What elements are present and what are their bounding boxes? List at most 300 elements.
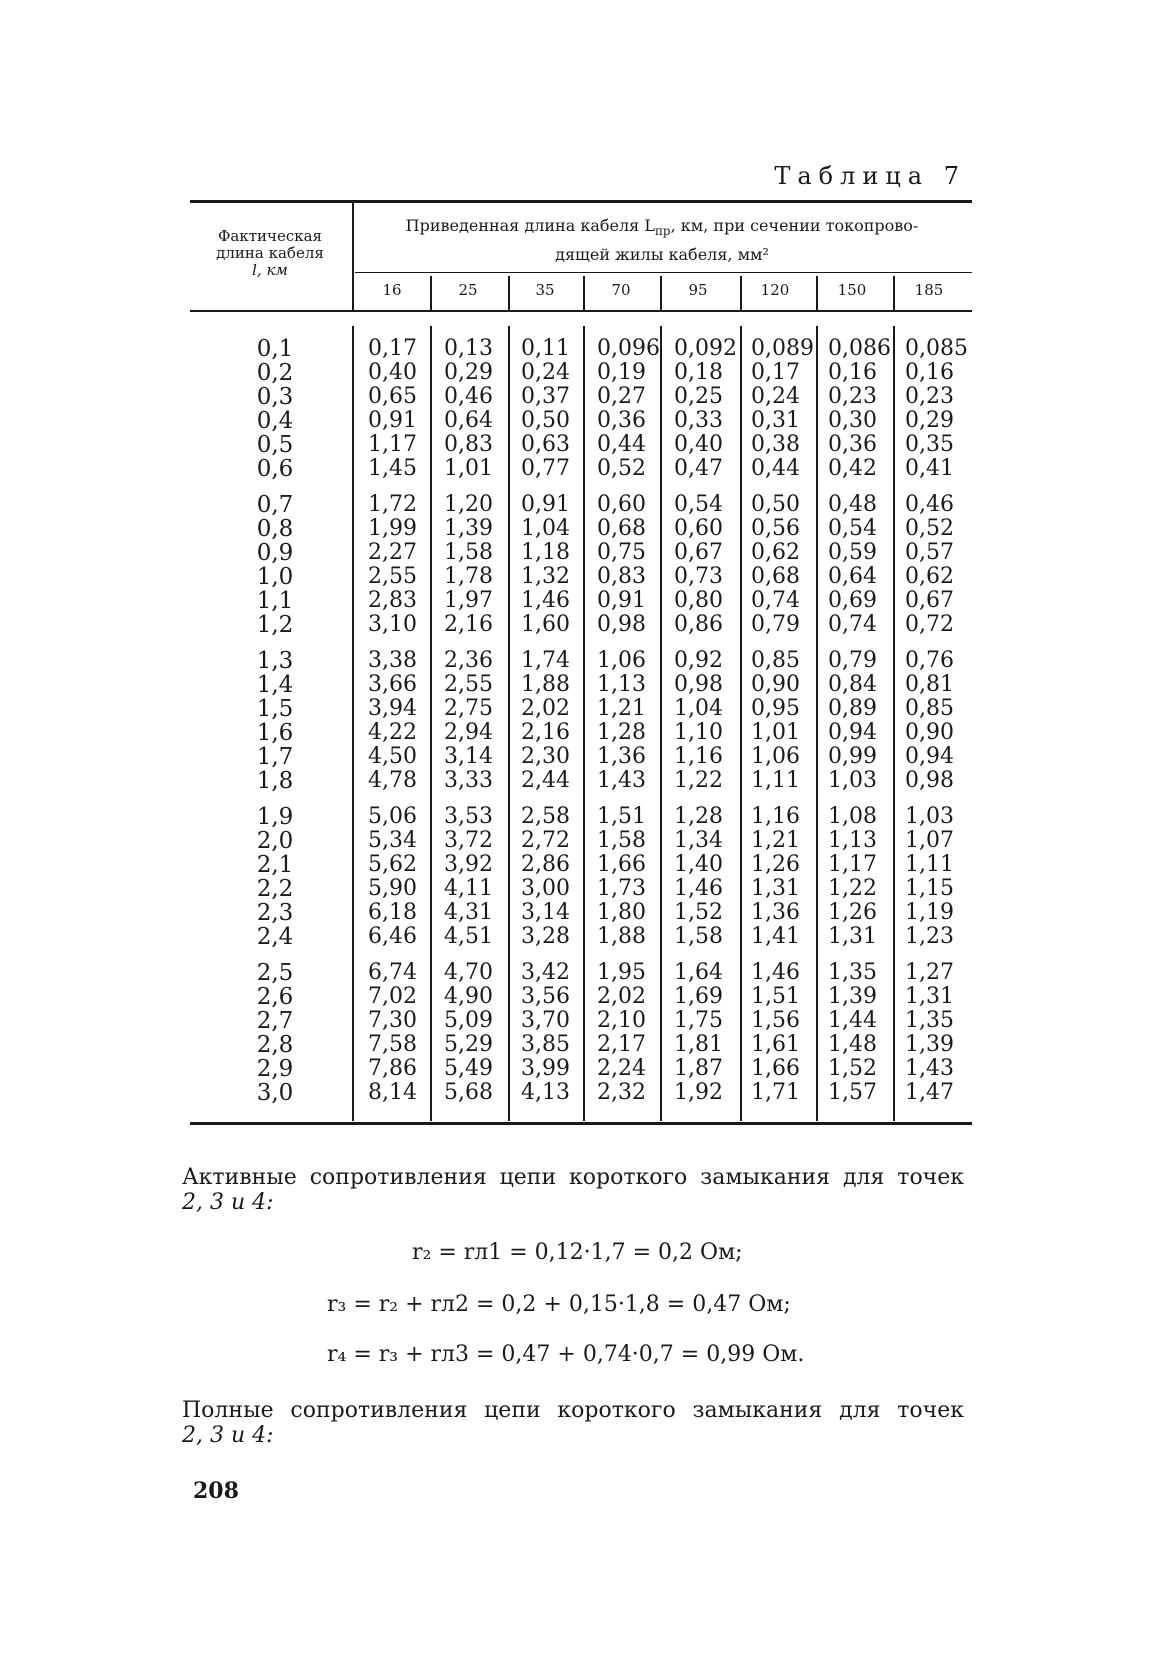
table-cell: 1,15: [905, 876, 954, 901]
table-cell: 5,90: [368, 876, 417, 901]
row-length-cell: 2,0: [256, 828, 294, 854]
table-cell: 0,91: [521, 492, 570, 517]
table-cell: 2,86: [521, 852, 570, 877]
table-cell: 0,83: [597, 564, 646, 589]
table-cell: 2,58: [521, 804, 570, 829]
table-cell: 0,73: [674, 564, 723, 589]
table-cell: 0,57: [905, 540, 954, 565]
paragraph-full-line1: Полные сопротивления цепи короткого замыкания для точек: [182, 1398, 964, 1423]
table-cell: 3,56: [521, 984, 570, 1009]
column-divider: [430, 326, 432, 1121]
table-cell: 1,75: [674, 1008, 723, 1033]
row-length-cell: 0,2: [256, 360, 294, 386]
table-cell: 0,94: [905, 744, 954, 769]
row-length-cell: 1,8: [256, 768, 294, 794]
table-cell: 3,00: [521, 876, 570, 901]
header-main-divider: [352, 203, 354, 310]
table-cell: 1,95: [597, 960, 646, 985]
table-cell: 1,16: [751, 804, 800, 829]
table-cell: 0,47: [674, 456, 723, 481]
row-length-cell: 1,3: [256, 648, 294, 674]
table-cell: 1,04: [521, 516, 570, 541]
table-cell: 0,60: [674, 516, 723, 541]
table-cell: 5,34: [368, 828, 417, 853]
table-cell: 2,30: [521, 744, 570, 769]
table-cell: 0,52: [905, 516, 954, 541]
section-header-divider: [660, 276, 662, 310]
table-cell: 1,39: [905, 1032, 954, 1057]
table-cell: 4,51: [444, 924, 493, 949]
table-cell: 1,51: [597, 804, 646, 829]
table-cell: 1,26: [751, 852, 800, 877]
section-header-divider: [430, 276, 432, 310]
column-divider: [583, 326, 585, 1121]
table-cell: 1,78: [444, 564, 493, 589]
table-cell: 1,36: [751, 900, 800, 925]
table-cell: 0,096: [597, 336, 660, 361]
section-header-divider: [816, 276, 818, 310]
table-cell: 0,89: [828, 696, 877, 721]
table-cell: 1,31: [905, 984, 954, 1009]
table-cell: 0,94: [828, 720, 877, 745]
table-cell: 1,17: [828, 852, 877, 877]
table-cell: 0,67: [905, 588, 954, 613]
table-cell: 3,72: [444, 828, 493, 853]
table-cell: 1,19: [905, 900, 954, 925]
table-cell: 1,21: [597, 696, 646, 721]
table-cell: 0,68: [597, 516, 646, 541]
table-cell: 4,70: [444, 960, 493, 985]
table-cell: 1,66: [751, 1056, 800, 1081]
table-cell: 1,45: [368, 456, 417, 481]
section-header: 185: [914, 281, 944, 299]
table-cell: 1,52: [828, 1056, 877, 1081]
section-header: 70: [611, 281, 631, 299]
column-divider: [740, 326, 742, 1121]
table-cell: 1,11: [751, 768, 800, 793]
table-cell: 2,24: [597, 1056, 646, 1081]
section-header: 95: [688, 281, 708, 299]
table-cell: 0,92: [674, 648, 723, 673]
table-cell: 0,62: [751, 540, 800, 565]
table-cell: 1,97: [444, 588, 493, 613]
table-cell: 2,36: [444, 648, 493, 673]
table-cell: 1,87: [674, 1056, 723, 1081]
row-length-cell: 2,1: [256, 852, 294, 878]
table-cell: 2,55: [368, 564, 417, 589]
table-cell: 1,22: [828, 876, 877, 901]
table-cell: 0,76: [905, 648, 954, 673]
table-cell: 1,01: [444, 456, 493, 481]
table-cell: 0,90: [905, 720, 954, 745]
column-divider: [660, 326, 662, 1121]
row-length-cell: 2,5: [256, 960, 294, 986]
table-cell: 1,73: [597, 876, 646, 901]
section-header: 25: [458, 281, 478, 299]
header-subdivider: [355, 272, 972, 273]
table-cell: 1,81: [674, 1032, 723, 1057]
table-cell: 3,38: [368, 648, 417, 673]
table-cell: 4,78: [368, 768, 417, 793]
table-cell: 1,88: [597, 924, 646, 949]
table-cell: 2,16: [521, 720, 570, 745]
table-cell: 1,10: [674, 720, 723, 745]
table-cell: 0,36: [828, 432, 877, 457]
table-cell: 2,94: [444, 720, 493, 745]
paragraph-full-line2: 2, 3 и 4:: [182, 1423, 274, 1448]
section-header: 16: [382, 281, 402, 299]
table-cell: 0,52: [597, 456, 646, 481]
table-cell: 1,06: [597, 648, 646, 673]
table-cell: 1,44: [828, 1008, 877, 1033]
table-cell: 0,56: [751, 516, 800, 541]
paragraph-active-line1: Активные сопротивления цепи короткого замыкания для точек: [182, 1165, 964, 1190]
table-cell: 1,39: [444, 516, 493, 541]
row-length-cell: 1,6: [256, 720, 294, 746]
table-cell: 0,54: [674, 492, 723, 517]
table-cell: 1,47: [905, 1080, 954, 1105]
section-header: 35: [535, 281, 555, 299]
table-cell: 0,65: [368, 384, 417, 409]
paragraph-active-line2: 2, 3 и 4:: [182, 1190, 274, 1215]
table-cell: 1,61: [751, 1032, 800, 1057]
table-cell: 0,40: [368, 360, 417, 385]
table-cell: 1,43: [597, 768, 646, 793]
table-cell: 0,74: [828, 612, 877, 637]
row-length-cell: 3,0: [256, 1080, 294, 1106]
table-cell: 3,14: [521, 900, 570, 925]
table-cell: 0,83: [444, 432, 493, 457]
table-cell: 0,98: [674, 672, 723, 697]
table-cell: 3,42: [521, 960, 570, 985]
table-cell: 2,17: [597, 1032, 646, 1057]
table-cell: 1,80: [597, 900, 646, 925]
table-cell: 0,23: [905, 384, 954, 409]
table-cell: 4,31: [444, 900, 493, 925]
table-cell: 0,42: [828, 456, 877, 481]
table-cell: 3,53: [444, 804, 493, 829]
table-cell: 1,56: [751, 1008, 800, 1033]
table-cell: 1,58: [597, 828, 646, 853]
table-cell: 0,24: [751, 384, 800, 409]
table-cell: 1,58: [444, 540, 493, 565]
table-cell: 0,30: [828, 408, 877, 433]
table-cell: 0,79: [828, 648, 877, 673]
table-cell: 1,60: [521, 612, 570, 637]
row-length-cell: 1,2: [256, 612, 294, 638]
table-cell: 0,46: [444, 384, 493, 409]
table-cell: 1,16: [674, 744, 723, 769]
table-cell: 1,31: [751, 876, 800, 901]
table-cell: 0,91: [368, 408, 417, 433]
table-cell: 1,69: [674, 984, 723, 1009]
table-cell: 1,32: [521, 564, 570, 589]
table-cell: 1,23: [905, 924, 954, 949]
table-cell: 0,64: [828, 564, 877, 589]
table-cell: 0,80: [674, 588, 723, 613]
table-cell: 0,90: [751, 672, 800, 697]
table-cell: 1,88: [521, 672, 570, 697]
table-cell: 2,44: [521, 768, 570, 793]
table-cell: 4,50: [368, 744, 417, 769]
row-length-cell: 2,4: [256, 924, 294, 950]
table-cell: 0,27: [597, 384, 646, 409]
table-cell: 8,14: [368, 1080, 417, 1105]
table-cell: 0,089: [751, 336, 814, 361]
table-cell: 1,18: [521, 540, 570, 565]
row-length-cell: 0,7: [256, 492, 294, 518]
row-length-cell: 2,6: [256, 984, 294, 1010]
section-header-divider: [583, 276, 585, 310]
table-cell: 1,66: [597, 852, 646, 877]
table-cell: 0,85: [751, 648, 800, 673]
table-cell: 0,17: [368, 336, 417, 361]
formula-r4: r₄ = r₃ + rл3 = 0,47 + 0,74·0,7 = 0,99 Ом.: [327, 1342, 805, 1367]
table-cell: 1,22: [674, 768, 723, 793]
table-cell: 1,57: [828, 1080, 877, 1105]
column-divider: [893, 326, 895, 1121]
row-length-cell: 1,1: [256, 588, 294, 614]
row-length-cell: 0,3: [256, 384, 294, 410]
table-cell: 0,41: [905, 456, 954, 481]
table-cell: 0,40: [674, 432, 723, 457]
table-cell: 2,72: [521, 828, 570, 853]
table-cell: 2,02: [521, 696, 570, 721]
table-cell: 0,29: [905, 408, 954, 433]
table-bottom-rule: [190, 1122, 972, 1125]
table-cell: 0,72: [905, 612, 954, 637]
table-cell: 7,58: [368, 1032, 417, 1057]
table-cell: 1,72: [368, 492, 417, 517]
table-cell: 4,11: [444, 876, 493, 901]
table-header-rule: [190, 310, 972, 312]
row-length-cell: 0,8: [256, 516, 294, 542]
table-cell: 3,99: [521, 1056, 570, 1081]
formula-r3: r₃ = r₂ + rл2 = 0,2 + 0,15·1,8 = 0,47 Ом;: [327, 1292, 791, 1317]
table-cell: 1,46: [751, 960, 800, 985]
table-cell: 1,13: [828, 828, 877, 853]
table-cell: 1,51: [751, 984, 800, 1009]
table-cell: 0,35: [905, 432, 954, 457]
table-cell: 1,06: [751, 744, 800, 769]
table-cell: 5,09: [444, 1008, 493, 1033]
row-length-cell: 1,7: [256, 744, 294, 770]
table-cell: 0,75: [597, 540, 646, 565]
row-length-cell: 2,2: [256, 876, 294, 902]
row-length-cell: 0,5: [256, 432, 294, 458]
table-cell: 1,39: [828, 984, 877, 1009]
table-cell: 1,43: [905, 1056, 954, 1081]
header-first-column: [195, 228, 345, 279]
table-cell: 1,74: [521, 648, 570, 673]
table-cell: 0,31: [751, 408, 800, 433]
table-cell: 3,14: [444, 744, 493, 769]
table-cell: 2,75: [444, 696, 493, 721]
table-cell: 1,46: [674, 876, 723, 901]
table-cell: 0,95: [751, 696, 800, 721]
table-cell: 1,92: [674, 1080, 723, 1105]
table-cell: 0,33: [674, 408, 723, 433]
table-cell: 3,28: [521, 924, 570, 949]
table-cell: 1,28: [597, 720, 646, 745]
table-cell: 0,54: [828, 516, 877, 541]
table-caption: Таблица 7: [774, 162, 966, 190]
column-divider: [508, 326, 510, 1121]
row-length-cell: 0,6: [256, 456, 294, 482]
table-cell: 4,13: [521, 1080, 570, 1105]
table-cell: 3,10: [368, 612, 417, 637]
table-cell: 0,60: [597, 492, 646, 517]
table-cell: 5,68: [444, 1080, 493, 1105]
table-cell: 2,32: [597, 1080, 646, 1105]
table-cell: 0,64: [444, 408, 493, 433]
table-cell: 1,35: [905, 1008, 954, 1033]
table-cell: 0,63: [521, 432, 570, 457]
header-first-line2: длина кабеля: [216, 244, 324, 262]
row-length-cell: 1,5: [256, 696, 294, 722]
section-header: 150: [837, 281, 867, 299]
table-cell: 7,02: [368, 984, 417, 1009]
table-cell: 1,41: [751, 924, 800, 949]
table-cell: 0,48: [828, 492, 877, 517]
table-cell: 6,18: [368, 900, 417, 925]
table-cell: 3,66: [368, 672, 417, 697]
row-length-cell: 2,3: [256, 900, 294, 926]
table-cell: 0,99: [828, 744, 877, 769]
column-divider: [352, 326, 354, 1121]
table-cell: 3,85: [521, 1032, 570, 1057]
table-cell: 6,74: [368, 960, 417, 985]
table-cell: 0,98: [597, 612, 646, 637]
table-cell: 1,71: [751, 1080, 800, 1105]
page-number: 208: [193, 1478, 239, 1504]
row-length-cell: 1,9: [256, 804, 294, 830]
table-cell: 0,62: [905, 564, 954, 589]
paragraph-active: [182, 1165, 964, 1215]
table-cell: 0,25: [674, 384, 723, 409]
table-cell: 1,11: [905, 852, 954, 877]
table-cell: 0,98: [905, 768, 954, 793]
column-divider: [816, 326, 818, 1121]
table-cell: 6,46: [368, 924, 417, 949]
row-length-cell: 1,0: [256, 564, 294, 590]
table-cell: 0,18: [674, 360, 723, 385]
table-cell: 1,20: [444, 492, 493, 517]
section-header-divider: [893, 276, 895, 310]
table-cell: 0,17: [751, 360, 800, 385]
header-group-rest: , км, при сечении токопрово-: [670, 216, 919, 235]
table-cell: 1,03: [828, 768, 877, 793]
table-cell: 1,40: [674, 852, 723, 877]
table-cell: 7,86: [368, 1056, 417, 1081]
table-cell: 0,79: [751, 612, 800, 637]
table-cell: 1,13: [597, 672, 646, 697]
table-cell: 1,46: [521, 588, 570, 613]
table-cell: 1,99: [368, 516, 417, 541]
table-cell: 1,58: [674, 924, 723, 949]
table-cell: 0,11: [521, 336, 570, 361]
table-cell: 5,06: [368, 804, 417, 829]
table-cell: 2,83: [368, 588, 417, 613]
table-cell: 0,13: [444, 336, 493, 361]
table-cell: 0,74: [751, 588, 800, 613]
header-first-line3: l, км: [252, 261, 288, 279]
row-length-cell: 0,9: [256, 540, 294, 566]
table-cell: 0,085: [905, 336, 968, 361]
table-cell: 0,86: [674, 612, 723, 637]
table-cell: 0,67: [674, 540, 723, 565]
table-cell: 1,36: [597, 744, 646, 769]
table-cell: 1,64: [674, 960, 723, 985]
table-cell: 0,36: [597, 408, 646, 433]
header-group: [362, 214, 962, 267]
table-cell: 2,02: [597, 984, 646, 1009]
section-header-divider: [508, 276, 510, 310]
header-group-text: Приведенная длина кабеля L: [405, 216, 655, 235]
table-cell: 0,16: [905, 360, 954, 385]
table-cell: 4,22: [368, 720, 417, 745]
section-header-divider: [740, 276, 742, 310]
table-cell: 0,46: [905, 492, 954, 517]
table-cell: 3,94: [368, 696, 417, 721]
header-group-line2: дящей жилы кабеля, мм²: [555, 245, 769, 265]
table-cell: 1,28: [674, 804, 723, 829]
table-cell: 2,16: [444, 612, 493, 637]
formula-r2: r₂ = rл1 = 0,12·1,7 = 0,2 Ом;: [412, 1240, 743, 1265]
table-cell: 2,27: [368, 540, 417, 565]
section-header: 120: [760, 281, 790, 299]
table-cell: 0,44: [751, 456, 800, 481]
table-cell: 1,07: [905, 828, 954, 853]
table-cell: 3,33: [444, 768, 493, 793]
table-cell: 0,50: [751, 492, 800, 517]
paragraph-full: [182, 1398, 964, 1448]
table-cell: 0,29: [444, 360, 493, 385]
row-length-cell: 2,7: [256, 1008, 294, 1034]
table-top-rule: [190, 200, 972, 203]
table-cell: 0,23: [828, 384, 877, 409]
table-cell: 0,91: [597, 588, 646, 613]
row-length-cell: 0,4: [256, 408, 294, 434]
table-cell: 2,55: [444, 672, 493, 697]
table-cell: 1,52: [674, 900, 723, 925]
table-cell: 0,092: [674, 336, 737, 361]
table-cell: 1,31: [828, 924, 877, 949]
table-cell: 0,77: [521, 456, 570, 481]
table-cell: 1,34: [674, 828, 723, 853]
header-group-line1: [362, 214, 962, 243]
table-cell: 3,70: [521, 1008, 570, 1033]
table-cell: 1,03: [905, 804, 954, 829]
table-cell: 3,92: [444, 852, 493, 877]
table-cell: 7,30: [368, 1008, 417, 1033]
table-cell: 0,19: [597, 360, 646, 385]
table-cell: 1,08: [828, 804, 877, 829]
row-length-cell: 0,1: [256, 336, 294, 362]
table-cell: 1,01: [751, 720, 800, 745]
table-cell: 0,59: [828, 540, 877, 565]
row-length-cell: 1,4: [256, 672, 294, 698]
table-cell: 1,04: [674, 696, 723, 721]
table-cell: 0,37: [521, 384, 570, 409]
table-cell: 5,49: [444, 1056, 493, 1081]
table-cell: 0,68: [751, 564, 800, 589]
table-cell: 5,62: [368, 852, 417, 877]
header-group-sub: пр: [654, 224, 671, 239]
table-cell: 4,90: [444, 984, 493, 1009]
row-length-cell: 2,8: [256, 1032, 294, 1058]
table-cell: 0,24: [521, 360, 570, 385]
